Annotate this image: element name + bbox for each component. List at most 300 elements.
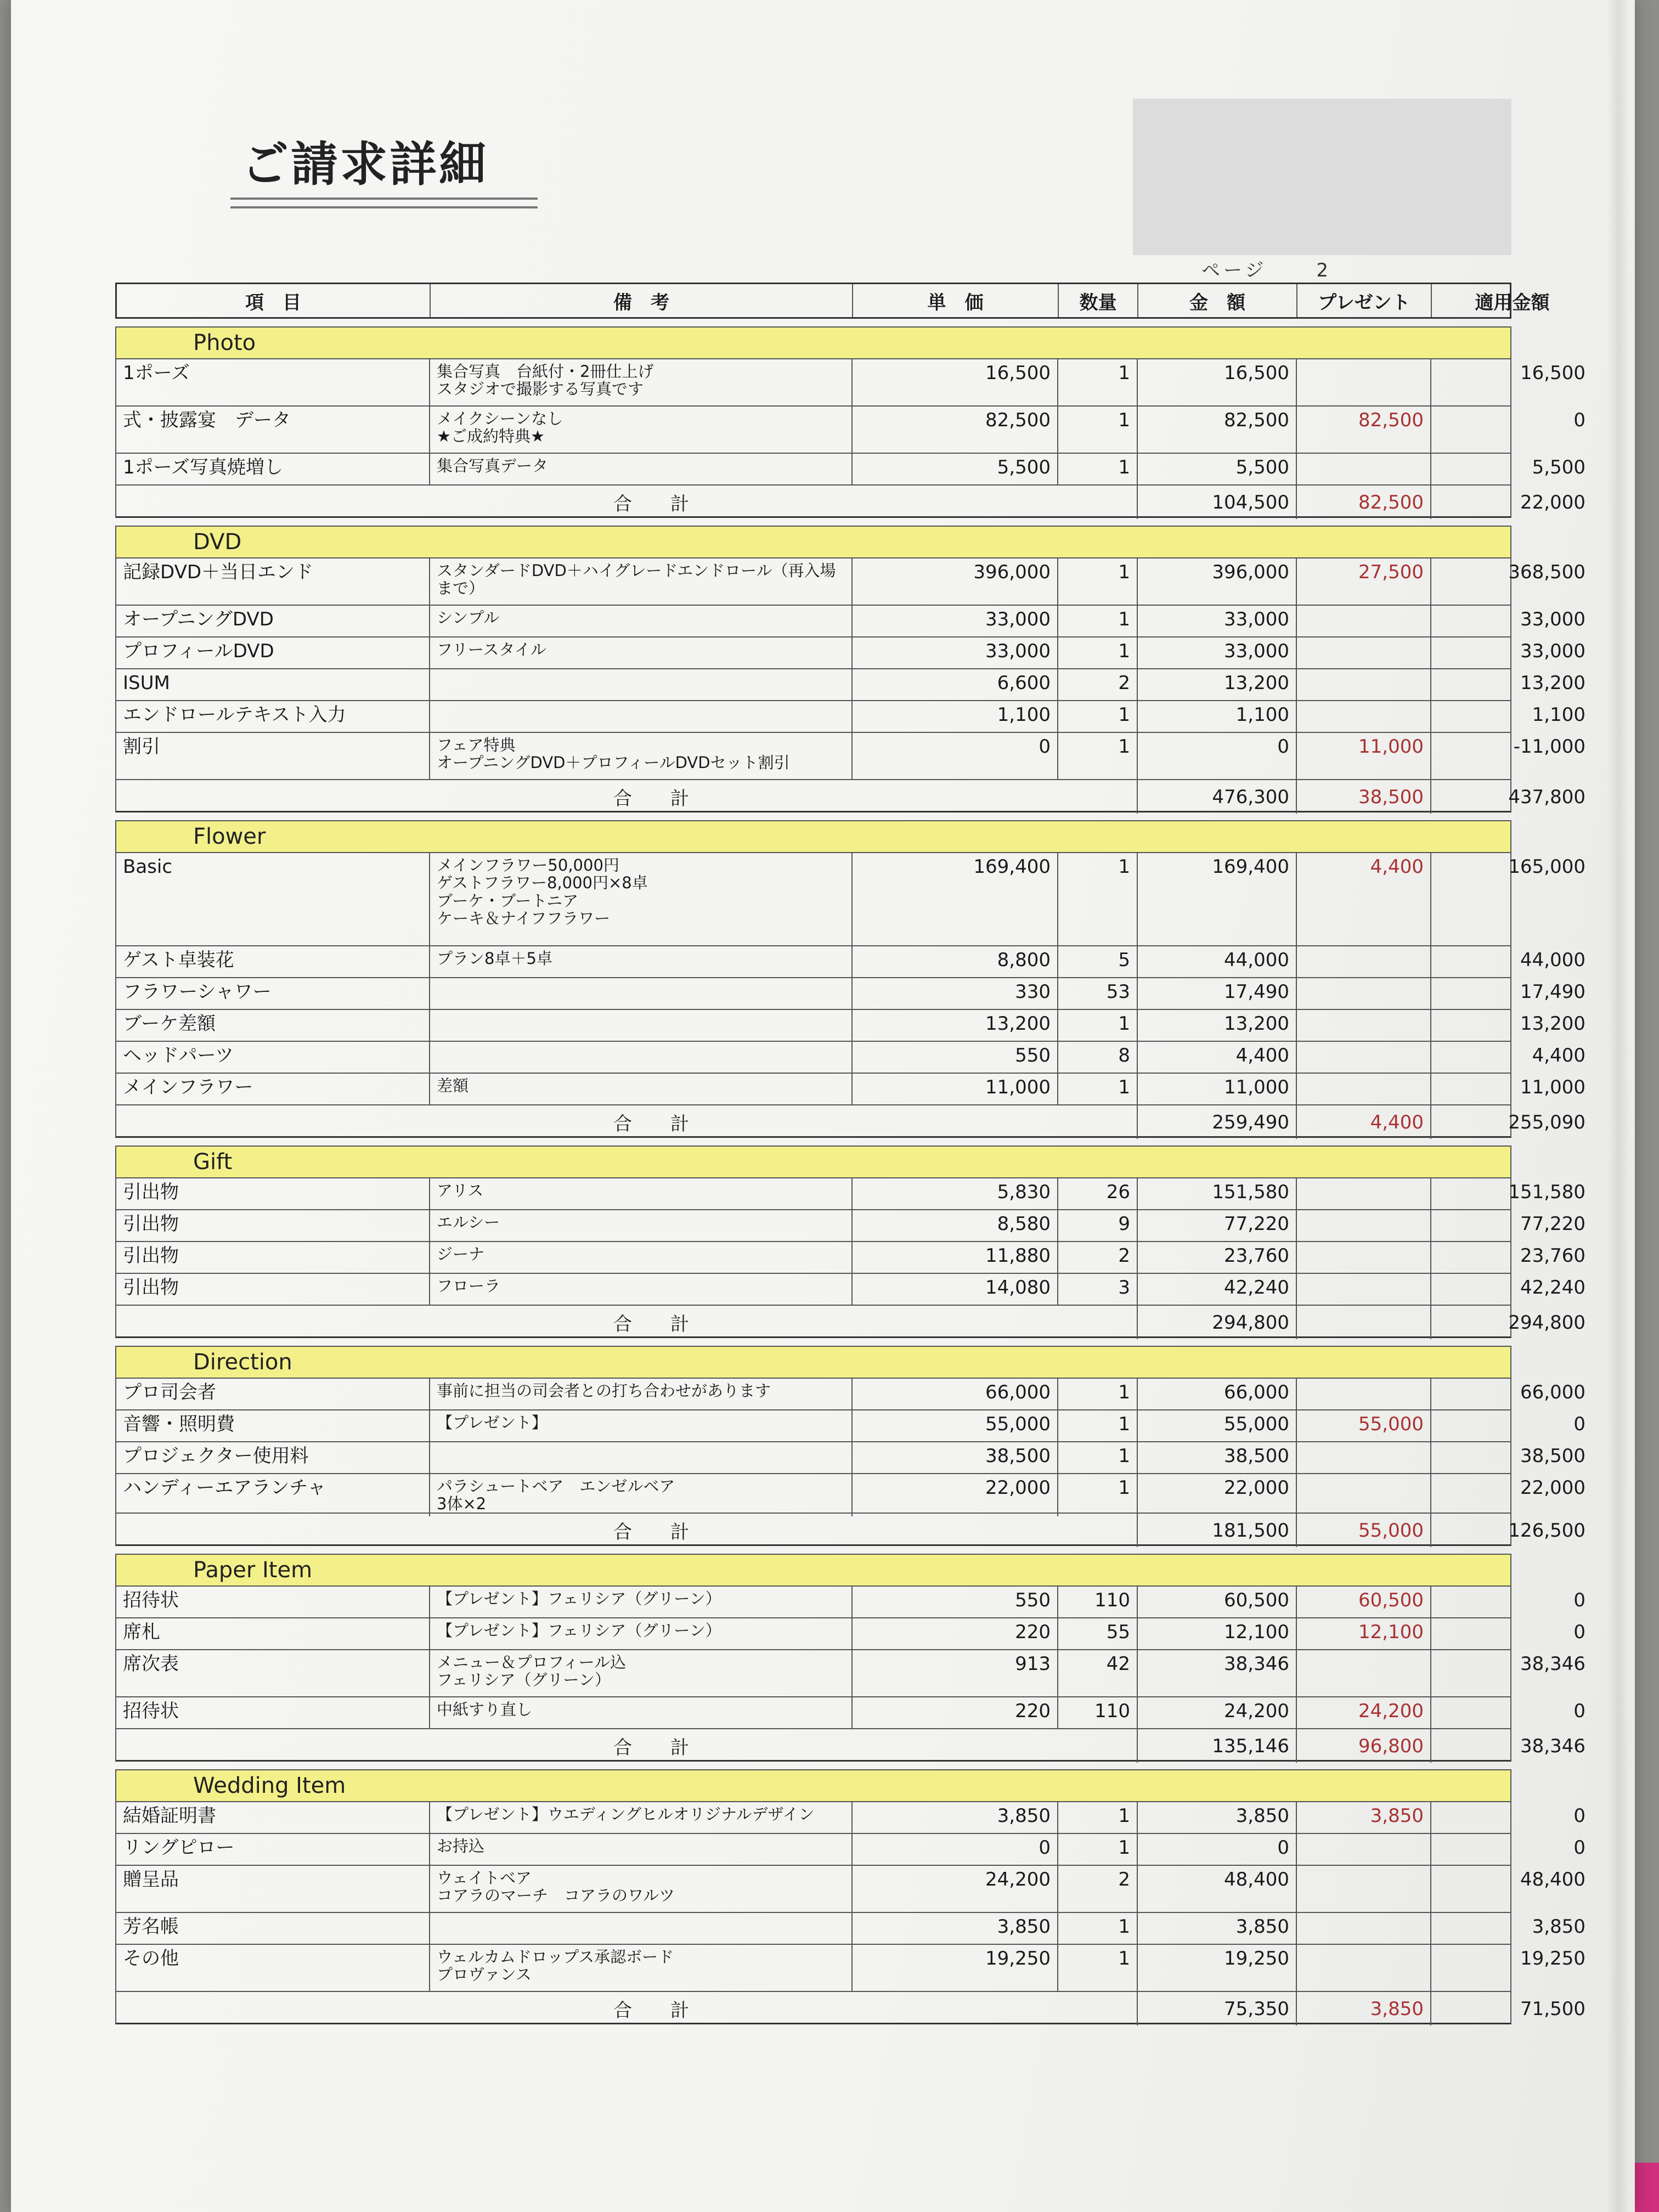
section-total-row <box>115 1514 1585 1546</box>
applied-cell: 0 <box>1430 407 1592 453</box>
qty-cell: 1 <box>1057 454 1137 484</box>
qty-cell: 2 <box>1057 1242 1137 1273</box>
present-cell <box>1296 359 1430 405</box>
present-cell: 3,850 <box>1296 1802 1430 1833</box>
note-cell: フリースタイル <box>429 637 851 668</box>
present-cell <box>1296 637 1430 668</box>
present-cell: 24,200 <box>1296 1697 1430 1728</box>
note-cell: 差額 <box>429 1074 851 1104</box>
unit-price-cell: 396,000 <box>851 558 1057 605</box>
table-row <box>115 407 1585 454</box>
unit-price-cell: 11,000 <box>851 1074 1057 1104</box>
applied-cell: 13,200 <box>1430 1010 1592 1041</box>
amount-cell: 11,000 <box>1137 1074 1296 1104</box>
amount-cell: 13,200 <box>1137 1010 1296 1041</box>
item-cell: 引出物 <box>123 1277 179 1299</box>
note-cell: お持込 <box>429 1834 851 1865</box>
item-cell: 1ポーズ <box>123 362 190 384</box>
section-dvd <box>115 526 1585 812</box>
note-cell: エルシー <box>429 1210 851 1241</box>
unit-price-cell: 0 <box>851 1834 1057 1865</box>
note-cell <box>429 978 851 1009</box>
amount-cell: 5,500 <box>1137 454 1296 484</box>
applied-cell: -11,000 <box>1430 733 1592 779</box>
qty-cell: 1 <box>1057 701 1137 732</box>
unit-price-cell: 38,500 <box>851 1442 1057 1473</box>
applied-cell: 165,000 <box>1430 853 1592 945</box>
col-item: 項 目 <box>245 291 301 314</box>
qty-cell: 1 <box>1057 1834 1137 1865</box>
table-row <box>115 359 1585 407</box>
item-cell: ハンディーエアランチャ <box>123 1477 326 1499</box>
total-present: 82,500 <box>1296 486 1430 519</box>
total-amount: 75,350 <box>1137 1992 1296 2025</box>
applied-cell: 368,500 <box>1430 558 1592 605</box>
applied-cell: 4,400 <box>1430 1042 1592 1073</box>
qty-cell: 1 <box>1057 733 1137 779</box>
qty-cell: 1 <box>1057 1442 1137 1473</box>
total-applied: 294,800 <box>1430 1306 1592 1339</box>
unit-price-cell: 3,850 <box>851 1802 1057 1833</box>
applied-cell: 151,580 <box>1430 1178 1592 1209</box>
qty-cell: 1 <box>1057 853 1137 945</box>
qty-cell: 1 <box>1057 1474 1137 1516</box>
amount-cell: 77,220 <box>1137 1210 1296 1241</box>
amount-cell: 17,490 <box>1137 978 1296 1009</box>
total-amount: 135,146 <box>1137 1729 1296 1763</box>
item-cell: 1ポーズ写真焼増し <box>123 456 283 478</box>
table-row <box>115 853 1585 946</box>
applied-cell: 17,490 <box>1430 978 1592 1009</box>
table-row <box>115 1618 1585 1650</box>
present-cell <box>1296 606 1430 636</box>
applied-cell: 33,000 <box>1430 606 1592 636</box>
section-title: Wedding Item <box>115 1769 1511 1802</box>
amount-cell: 0 <box>1137 733 1296 779</box>
amount-cell: 169,400 <box>1137 853 1296 945</box>
applied-cell: 0 <box>1430 1587 1592 1617</box>
item-cell: 引出物 <box>123 1213 179 1235</box>
note-cell <box>429 1042 851 1073</box>
table-row <box>115 1474 1585 1514</box>
qty-cell: 1 <box>1057 1913 1137 1944</box>
qty-cell: 5 <box>1057 946 1137 977</box>
note-cell: メイクシーンなし ★ご成約特典★ <box>429 407 851 453</box>
note-cell: ジーナ <box>429 1242 851 1273</box>
note-cell <box>429 701 851 732</box>
unit-price-cell: 19,250 <box>851 1945 1057 1991</box>
unit-price-cell: 8,800 <box>851 946 1057 977</box>
present-cell <box>1296 1010 1430 1041</box>
table-row <box>115 1210 1585 1242</box>
applied-cell: 0 <box>1430 1618 1592 1649</box>
present-cell <box>1296 946 1430 977</box>
table-row <box>115 1866 1585 1913</box>
qty-cell: 1 <box>1057 1945 1137 1991</box>
table-row <box>115 1274 1585 1306</box>
section-photo <box>115 326 1585 518</box>
total-amount: 104,500 <box>1137 486 1296 519</box>
note-cell: 集合写真データ <box>429 454 851 484</box>
item-cell: 音響・照明費 <box>123 1413 235 1435</box>
item-cell: オープニングDVD <box>123 608 274 630</box>
unit-price-cell: 220 <box>851 1697 1057 1728</box>
table-row <box>115 454 1585 486</box>
note-cell <box>429 1442 851 1473</box>
amount-cell: 66,000 <box>1137 1379 1296 1409</box>
note-cell: ウェイトベア コアラのマーチ コアラのワルツ <box>429 1866 851 1912</box>
item-cell: フラワーシャワー <box>123 981 272 1003</box>
total-present: 3,850 <box>1296 1992 1430 2025</box>
qty-cell: 1 <box>1057 359 1137 405</box>
present-cell <box>1296 1379 1430 1409</box>
amount-cell: 38,500 <box>1137 1442 1296 1473</box>
amount-cell: 44,000 <box>1137 946 1296 977</box>
unit-price-cell: 8,580 <box>851 1210 1057 1241</box>
present-cell <box>1296 1242 1430 1273</box>
amount-cell: 3,850 <box>1137 1802 1296 1833</box>
amount-cell: 1,100 <box>1137 701 1296 732</box>
invoice-sheet <box>11 0 1635 2212</box>
note-cell <box>429 1010 851 1041</box>
title-underline <box>230 198 538 208</box>
section-total-row <box>115 486 1585 518</box>
total-present: 96,800 <box>1296 1729 1430 1763</box>
item-cell: 引出物 <box>123 1181 179 1203</box>
section-title: Gift <box>115 1146 1511 1178</box>
item-cell: 招待状 <box>123 1589 179 1611</box>
unit-price-cell: 22,000 <box>851 1474 1057 1516</box>
amount-cell: 23,760 <box>1137 1242 1296 1273</box>
item-cell: エンドロールテキスト入力 <box>123 704 346 726</box>
amount-cell: 19,250 <box>1137 1945 1296 1991</box>
section-title: Paper Item <box>115 1554 1511 1587</box>
total-applied: 38,346 <box>1430 1729 1592 1763</box>
note-cell: 集合写真 台紙付・2冊仕上げ スタジオで撮影する写真です <box>429 359 851 405</box>
total-amount: 259,490 <box>1137 1105 1296 1139</box>
note-cell: 【プレゼント】ウエディングヒルオリジナルデザイン <box>429 1802 851 1833</box>
note-cell: スタンダードDVD＋ハイグレードエンドロール（再入場まで） <box>429 558 851 605</box>
qty-cell: 1 <box>1057 1410 1137 1441</box>
qty-cell: 1 <box>1057 1074 1137 1104</box>
note-cell: パラシュートベア エンゼルベア 3体×2 <box>429 1474 851 1516</box>
total-label: 合 計 <box>613 2000 699 2022</box>
item-cell: ブーケ差額 <box>123 1013 216 1035</box>
table-row <box>115 669 1585 701</box>
total-label: 合 計 <box>613 1313 699 1335</box>
page-number: 2 <box>1316 259 1331 281</box>
unit-price-cell: 330 <box>851 978 1057 1009</box>
item-cell: その他 <box>123 1948 179 1970</box>
column-header-row <box>115 283 1550 319</box>
page-title: ご請求詳細 <box>241 137 488 192</box>
amount-cell: 82,500 <box>1137 407 1296 453</box>
present-cell <box>1296 1913 1430 1944</box>
applied-cell: 19,250 <box>1430 1945 1592 1991</box>
redacted-area <box>1133 99 1511 255</box>
table-row <box>115 1697 1585 1729</box>
present-cell <box>1296 454 1430 484</box>
item-cell: 記録DVD＋当日エンド <box>123 561 314 583</box>
present-cell <box>1296 1042 1430 1073</box>
item-cell: 結婚証明書 <box>123 1805 216 1827</box>
total-label: 合 計 <box>613 1113 699 1135</box>
table-row <box>115 1010 1585 1042</box>
total-label: 合 計 <box>613 1737 699 1759</box>
note-cell: メインフラワー50,000円 ゲストフラワー8,000円×8卓 ブーケ・ブートニア ケーキ＆ナイフフラワー <box>429 853 851 945</box>
note-cell: 【プレゼント】 <box>429 1410 851 1441</box>
item-cell: 贈呈品 <box>123 1869 179 1891</box>
note-cell: 中紙すり直し <box>429 1697 851 1728</box>
col-present: プレゼント <box>1296 284 1431 317</box>
unit-price-cell: 55,000 <box>851 1410 1057 1441</box>
section-paper-item <box>115 1554 1585 1762</box>
section-total-row <box>115 1729 1585 1762</box>
qty-cell: 1 <box>1057 1010 1137 1041</box>
amount-cell: 151,580 <box>1137 1178 1296 1209</box>
item-cell: プロジェクター使用料 <box>123 1445 309 1467</box>
applied-cell: 66,000 <box>1430 1379 1592 1409</box>
table-row <box>115 1410 1585 1442</box>
amount-cell: 4,400 <box>1137 1042 1296 1073</box>
qty-cell: 1 <box>1057 558 1137 605</box>
table-row <box>115 978 1585 1010</box>
present-cell <box>1296 1074 1430 1104</box>
applied-cell: 48,400 <box>1430 1866 1592 1912</box>
qty-cell: 2 <box>1057 1866 1137 1912</box>
total-amount: 181,500 <box>1137 1514 1296 1547</box>
present-cell: 4,400 <box>1296 853 1430 945</box>
amount-cell: 38,346 <box>1137 1650 1296 1696</box>
total-present <box>1296 1306 1430 1339</box>
total-applied: 22,000 <box>1430 486 1592 519</box>
item-cell: プロ司会者 <box>123 1381 216 1403</box>
table-row <box>115 1650 1585 1697</box>
section-direction <box>115 1346 1585 1546</box>
qty-cell: 2 <box>1057 669 1137 700</box>
item-cell: メインフラワー <box>123 1076 253 1098</box>
unit-price-cell: 169,400 <box>851 853 1057 945</box>
unit-price-cell: 3,850 <box>851 1913 1057 1944</box>
note-cell: ウェルカムドロップス承認ボード プロヴァンス <box>429 1945 851 1991</box>
qty-cell: 1 <box>1057 1379 1137 1409</box>
applied-cell: 38,500 <box>1430 1442 1592 1473</box>
note-cell: フェア特典 オープニングDVD＋プロフィールDVDセット割引 <box>429 733 851 779</box>
present-cell <box>1296 669 1430 700</box>
section-flower <box>115 820 1585 1138</box>
qty-cell: 110 <box>1057 1697 1137 1728</box>
total-amount: 476,300 <box>1137 780 1296 814</box>
col-applied: 適用金額 <box>1431 284 1593 317</box>
table-row <box>115 1913 1585 1945</box>
amount-cell: 48,400 <box>1137 1866 1296 1912</box>
applied-cell: 33,000 <box>1430 637 1592 668</box>
table-row <box>115 946 1585 978</box>
amount-cell: 3,850 <box>1137 1913 1296 1944</box>
invoice-table <box>115 283 1585 2024</box>
applied-cell: 38,346 <box>1430 1650 1592 1696</box>
qty-cell: 110 <box>1057 1587 1137 1617</box>
page-label: ページ <box>1201 259 1267 281</box>
unit-price-cell: 220 <box>851 1618 1057 1649</box>
item-cell: 引出物 <box>123 1245 179 1267</box>
present-cell <box>1296 1650 1430 1696</box>
amount-cell: 13,200 <box>1137 669 1296 700</box>
amount-cell: 16,500 <box>1137 359 1296 405</box>
section-wedding-item <box>115 1769 1585 2024</box>
present-cell <box>1296 1474 1430 1516</box>
section-title: Photo <box>115 326 1511 359</box>
present-cell <box>1296 1178 1430 1209</box>
section-total-row <box>115 1306 1585 1338</box>
present-cell <box>1296 701 1430 732</box>
qty-cell: 42 <box>1057 1650 1137 1696</box>
unit-price-cell: 550 <box>851 1587 1057 1617</box>
amount-cell: 396,000 <box>1137 558 1296 605</box>
table-row <box>115 558 1585 606</box>
qty-cell: 8 <box>1057 1042 1137 1073</box>
item-cell: ヘッドパーツ <box>123 1045 234 1066</box>
unit-price-cell: 5,830 <box>851 1178 1057 1209</box>
item-cell: 割引 <box>123 736 160 758</box>
amount-cell: 33,000 <box>1137 606 1296 636</box>
item-cell: 席次表 <box>123 1653 179 1675</box>
note-cell: プラン8卓＋5卓 <box>429 946 851 977</box>
note-cell: 事前に担当の司会者との打ち合わせがあります <box>429 1379 851 1409</box>
amount-cell: 42,240 <box>1137 1274 1296 1305</box>
total-label: 合 計 <box>613 788 699 810</box>
qty-cell: 1 <box>1057 1802 1137 1833</box>
note-cell: シンプル <box>429 606 851 636</box>
applied-cell: 16,500 <box>1430 359 1592 405</box>
applied-cell: 13,200 <box>1430 669 1592 700</box>
amount-cell: 24,200 <box>1137 1697 1296 1728</box>
applied-cell: 3,850 <box>1430 1913 1592 1944</box>
present-cell <box>1296 1834 1430 1865</box>
table-row <box>115 1042 1585 1074</box>
present-cell <box>1296 1274 1430 1305</box>
present-cell: 55,000 <box>1296 1410 1430 1441</box>
table-row <box>115 733 1585 780</box>
unit-price-cell: 1,100 <box>851 701 1057 732</box>
item-cell: 式・披露宴 データ <box>123 409 291 431</box>
unit-price-cell: 6,600 <box>851 669 1057 700</box>
applied-cell: 1,100 <box>1430 701 1592 732</box>
total-label: 合 計 <box>613 1521 699 1543</box>
section-total-row <box>115 1992 1585 2024</box>
present-cell <box>1296 1866 1430 1912</box>
unit-price-cell: 5,500 <box>851 454 1057 484</box>
item-cell: ISUM <box>123 672 170 694</box>
present-cell: 60,500 <box>1296 1587 1430 1617</box>
unit-price-cell: 24,200 <box>851 1866 1057 1912</box>
unit-price-cell: 13,200 <box>851 1010 1057 1041</box>
section-title: DVD <box>115 526 1511 558</box>
table-row <box>115 701 1585 733</box>
note-cell: アリス <box>429 1178 851 1209</box>
table-row <box>115 1074 1585 1105</box>
qty-cell: 9 <box>1057 1210 1137 1241</box>
amount-cell: 22,000 <box>1137 1474 1296 1516</box>
present-cell <box>1296 1442 1430 1473</box>
amount-cell: 55,000 <box>1137 1410 1296 1441</box>
total-present: 4,400 <box>1296 1105 1430 1139</box>
col-qty: 数量 <box>1058 284 1137 317</box>
section-title: Direction <box>115 1346 1511 1379</box>
present-cell <box>1296 1210 1430 1241</box>
applied-cell: 23,760 <box>1430 1242 1592 1273</box>
item-cell: リングピロー <box>123 1837 235 1859</box>
table-row <box>115 1834 1585 1866</box>
note-cell <box>429 669 851 700</box>
unit-price-cell: 82,500 <box>851 407 1057 453</box>
total-amount: 294,800 <box>1137 1306 1296 1339</box>
applied-cell: 44,000 <box>1430 946 1592 977</box>
applied-cell: 42,240 <box>1430 1274 1592 1305</box>
unit-price-cell: 0 <box>851 733 1057 779</box>
col-unit-price: 単 価 <box>852 284 1058 317</box>
table-row <box>115 1178 1585 1210</box>
total-applied: 255,090 <box>1430 1105 1592 1139</box>
section-total-row <box>115 780 1585 812</box>
col-amount: 金 額 <box>1137 284 1296 317</box>
total-applied: 126,500 <box>1430 1514 1592 1547</box>
note-cell <box>429 1913 851 1944</box>
unit-price-cell: 33,000 <box>851 606 1057 636</box>
amount-cell: 60,500 <box>1137 1587 1296 1617</box>
table-row <box>115 637 1585 669</box>
applied-cell: 11,000 <box>1430 1074 1592 1104</box>
total-applied: 71,500 <box>1430 1992 1592 2025</box>
table-row <box>115 606 1585 637</box>
qty-cell: 53 <box>1057 978 1137 1009</box>
total-present: 55,000 <box>1296 1514 1430 1547</box>
paper-fold <box>1607 0 1629 2212</box>
note-cell: フローラ <box>429 1274 851 1305</box>
section-gift <box>115 1146 1585 1338</box>
present-cell: 12,100 <box>1296 1618 1430 1649</box>
item-cell: 芳名帳 <box>123 1916 179 1938</box>
applied-cell: 5,500 <box>1430 454 1592 484</box>
present-cell <box>1296 1945 1430 1991</box>
total-present: 38,500 <box>1296 780 1430 814</box>
col-note: 備 考 <box>430 284 852 317</box>
qty-cell: 3 <box>1057 1274 1137 1305</box>
note-cell: 【プレゼント】フェリシア（グリーン） <box>429 1618 851 1649</box>
table-row <box>115 1945 1585 1992</box>
item-cell: プロフィールDVD <box>123 640 274 662</box>
amount-cell: 12,100 <box>1137 1618 1296 1649</box>
item-cell: 招待状 <box>123 1700 179 1722</box>
qty-cell: 1 <box>1057 606 1137 636</box>
note-cell: メニュー＆プロフィール込 フェリシア（グリーン） <box>429 1650 851 1696</box>
table-row <box>115 1242 1585 1274</box>
unit-price-cell: 16,500 <box>851 359 1057 405</box>
unit-price-cell: 66,000 <box>851 1379 1057 1409</box>
applied-cell: 0 <box>1430 1834 1592 1865</box>
qty-cell: 55 <box>1057 1618 1137 1649</box>
table-row <box>115 1802 1585 1834</box>
present-cell: 82,500 <box>1296 407 1430 453</box>
note-cell: 【プレゼント】フェリシア（グリーン） <box>429 1587 851 1617</box>
page-indicator <box>1201 255 1331 282</box>
amount-cell: 33,000 <box>1137 637 1296 668</box>
applied-cell: 22,000 <box>1430 1474 1592 1516</box>
item-cell: ゲスト卓装花 <box>123 949 234 971</box>
unit-price-cell: 550 <box>851 1042 1057 1073</box>
section-title: Flower <box>115 820 1511 853</box>
applied-cell: 0 <box>1430 1697 1592 1728</box>
